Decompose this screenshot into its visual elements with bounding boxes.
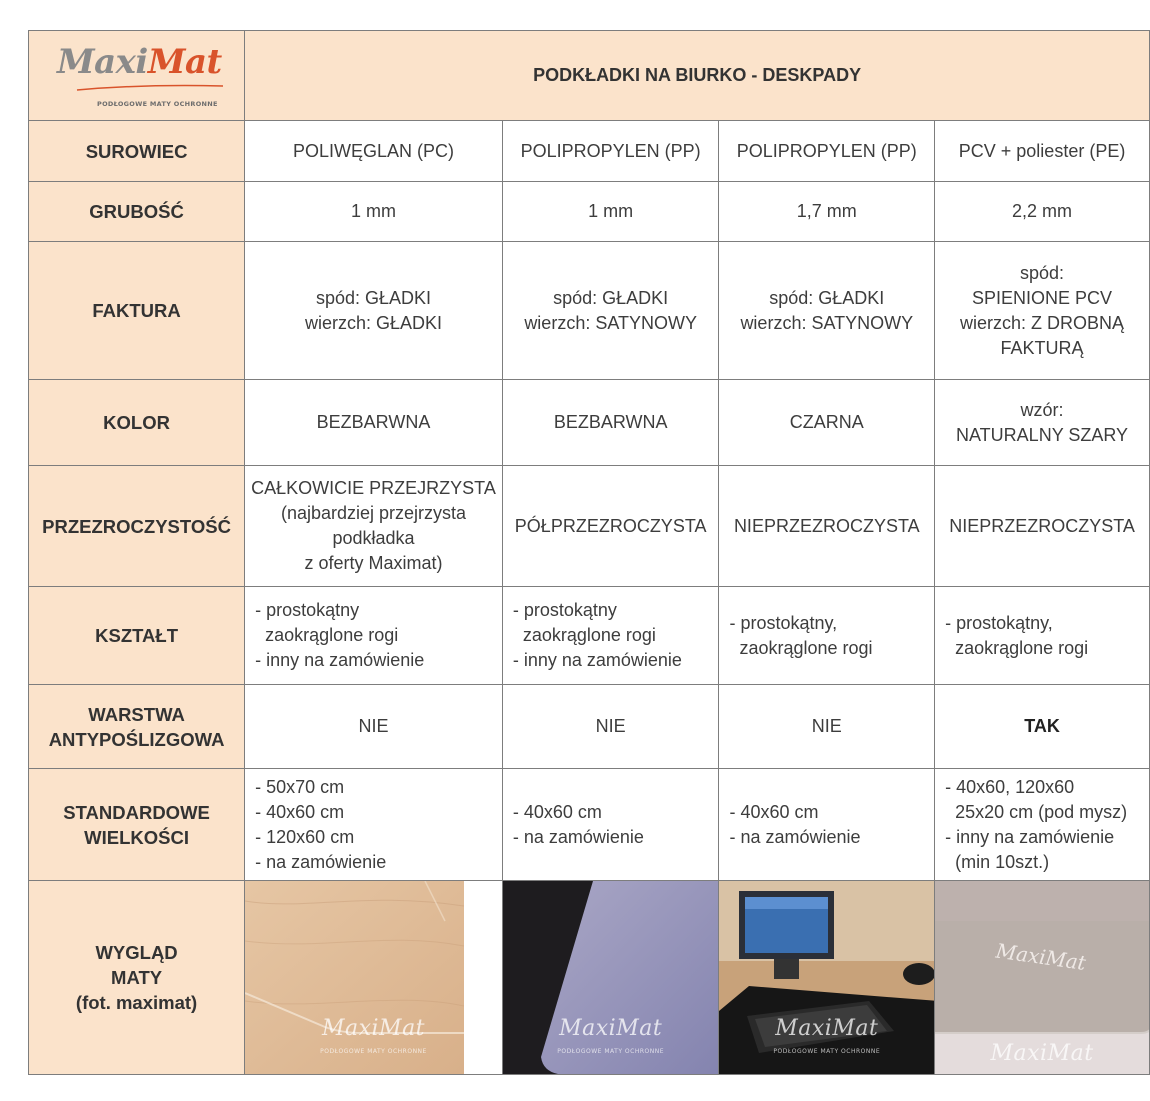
maximat-logo	[35, 32, 238, 120]
row-label-kolor: KOLOR	[29, 380, 245, 466]
brand-tagline: PODŁOGOWE MATY OCHRONNE	[97, 99, 218, 108]
row-label-wielkosci: STANDARDOWE WIELKOŚCI	[29, 769, 245, 881]
cell-surowiec-2: POLIPROPYLEN (PP)	[502, 121, 719, 182]
cell-kolor-2: BEZBARWNA	[502, 380, 719, 466]
row-label-ksztalt: KSZTAŁT	[29, 587, 245, 685]
row-surowiec	[29, 121, 1150, 182]
row-label-faktura: FAKTURA	[29, 242, 245, 380]
cell-grubosc-3: 1,7 mm	[719, 182, 935, 242]
comparison-table	[28, 30, 1150, 1075]
cell-kolor-4: wzór: NATURALNY SZARY	[935, 380, 1150, 466]
cell-faktura-4: spód: SPIENIONE PCV wierzch: Z DROBNĄ FAKTURĄ	[935, 242, 1150, 380]
cell-surowiec-4: PCV + poliester (PE)	[935, 121, 1150, 182]
logo-swoosh-icon	[75, 82, 225, 92]
brand-name-part2: Mat	[147, 41, 222, 82]
cell-grubosc-4: 2,2 mm	[935, 182, 1150, 242]
row-label-warstwa: WARSTWA ANTYPOŚLIZGOWA	[29, 685, 245, 769]
cell-przezroczystosc-2: PÓŁPRZEZROCZYSTA	[502, 466, 719, 587]
cell-grubosc-2: 1 mm	[502, 182, 719, 242]
row-przezroczystosc	[29, 466, 1150, 587]
desk-keyboard-black-mat-photo: MaxiMat PODŁOGOWE MATY OCHRONNE	[719, 881, 934, 1074]
cell-faktura-1: spód: GŁADKI wierzch: GŁADKI	[245, 242, 503, 380]
row-wyglad	[29, 881, 1150, 1075]
grey-felt-mat-photo: MaxiMat MaxiMat	[935, 881, 1149, 1074]
row-label-przezroczystosc: PRZEZROCZYSTOŚĆ	[29, 466, 245, 587]
cell-faktura-2: spód: GŁADKI wierzch: SATYNOWY	[502, 242, 719, 380]
row-label-wyglad: WYGLĄD MATY (fot. maximat)	[29, 881, 245, 1075]
cell-warstwa-4: TAK	[935, 685, 1150, 769]
row-label-grubosc: GRUBOŚĆ	[29, 182, 245, 242]
row-wielkosci	[29, 769, 1150, 881]
cell-wielkosci-4: - 40x60, 120x60 25x20 cm (pod mysz) - inny na zamówienie (min 10szt.)	[935, 769, 1150, 881]
cell-warstwa-2: NIE	[502, 685, 719, 769]
cell-kolor-1: BEZBARWNA	[245, 380, 503, 466]
logo-cell	[29, 31, 245, 121]
cell-grubosc-1: 1 mm	[245, 182, 503, 242]
row-faktura	[29, 242, 1150, 380]
cell-wielkosci-2: - 40x60 cm - na zamówienie	[502, 769, 719, 881]
cell-ksztalt-2: - prostokątny zaokrąglone rogi - inny na zamówienie	[502, 587, 719, 685]
cell-przezroczystosc-3: NIEPRZEZROCZYSTA	[719, 466, 935, 587]
wood-desk-clear-mat-photo: MaxiMat PODŁOGOWE MATY OCHRONNE	[245, 881, 502, 1074]
cell-surowiec-3: POLIPROPYLEN (PP)	[719, 121, 935, 182]
cell-ksztalt-4: - prostokątny, zaokrąglone rogi	[935, 587, 1150, 685]
cell-wielkosci-3: - 40x60 cm - na zamówienie	[719, 769, 935, 881]
row-ksztalt	[29, 587, 1150, 685]
cell-faktura-3: spód: GŁADKI wierzch: SATYNOWY	[719, 242, 935, 380]
svg-text:MaxiMat: MaxiMat	[994, 938, 1088, 975]
row-kolor	[29, 380, 1150, 466]
row-warstwa	[29, 685, 1150, 769]
cell-ksztalt-1: - prostokątny zaokrąglone rogi - inny na zamówienie	[245, 587, 503, 685]
cell-ksztalt-3: - prostokątny, zaokrąglone rogi	[719, 587, 935, 685]
brand-name-part1: Maxi	[57, 41, 148, 82]
cell-warstwa-1: NIE	[245, 685, 503, 769]
cell-surowiec-1: POLIWĘGLAN (PC)	[245, 121, 503, 182]
page-title: PODKŁADKI NA BIURKO - DESKPADY	[245, 31, 1150, 121]
cell-przezroczystosc-4: NIEPRZEZROCZYSTA	[935, 466, 1150, 587]
cell-przezroczystosc-1: CAŁKOWICIE PRZEJRZYSTA (najbardziej przejrzysta podkładka z oferty Maximat)	[245, 466, 503, 587]
cell-kolor-3: CZARNA	[719, 380, 935, 466]
dark-desk-translucent-mat-photo: MaxiMat PODŁOGOWE MATY OCHRONNE	[503, 881, 719, 1074]
cell-wielkosci-1: - 50x70 cm - 40x60 cm - 120x60 cm - na zamówienie	[245, 769, 503, 881]
row-label-surowiec: SUROWIEC	[29, 121, 245, 182]
row-grubosc	[29, 182, 1150, 242]
cell-warstwa-3: NIE	[719, 685, 935, 769]
